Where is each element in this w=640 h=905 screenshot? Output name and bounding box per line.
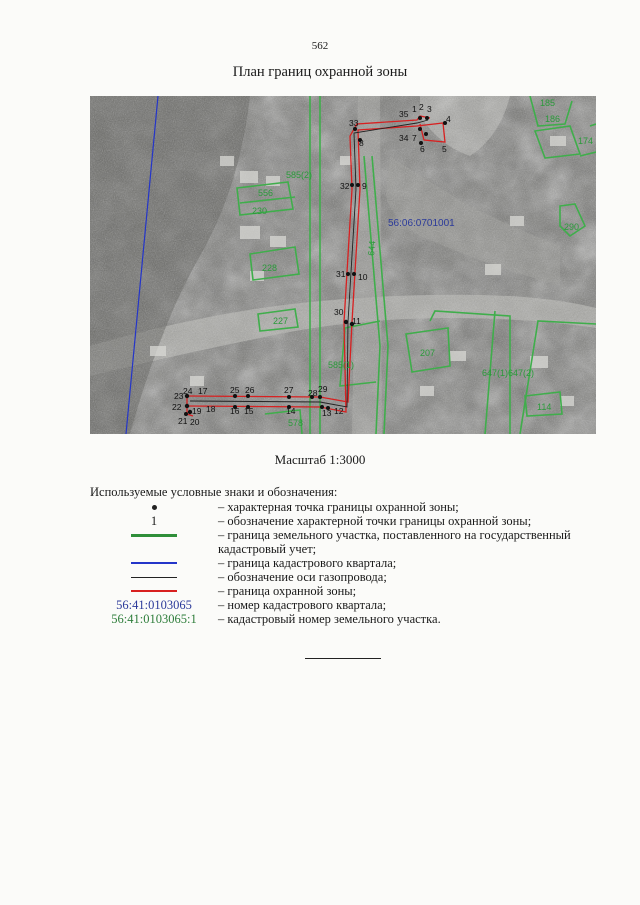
parcel-label: 228 bbox=[262, 263, 278, 273]
point-label: 34 bbox=[399, 133, 409, 143]
point-label: 23 bbox=[174, 391, 184, 401]
point-label: 6 bbox=[420, 144, 425, 154]
legend-item-point-number: 1 – обозначение характерной точки границы охранной зоны; bbox=[150, 514, 532, 528]
point-label: 27 bbox=[284, 385, 294, 395]
parcel-label: 578 bbox=[288, 418, 304, 428]
point-label: 29 bbox=[318, 384, 328, 394]
parcel-label: 207 bbox=[420, 348, 436, 358]
legend-item-parcel-boundary: – граница земельного участка, поставленного на государственный кадастровый учет; bbox=[90, 528, 600, 556]
point-label: 17 bbox=[198, 386, 208, 396]
point-label: 15 bbox=[244, 406, 254, 416]
map-scale: Масштаб 1:3000 bbox=[274, 452, 366, 467]
point-label: 28 bbox=[308, 388, 318, 398]
point-label: 9 bbox=[362, 181, 367, 191]
point-label: 5 bbox=[442, 144, 447, 154]
parcel-label: 647(1)647(2) bbox=[482, 368, 535, 378]
point-label: 2 bbox=[419, 102, 424, 112]
point-label: 14 bbox=[286, 406, 296, 416]
point-label: 33 bbox=[349, 118, 359, 128]
parcel-label: 174 bbox=[578, 136, 594, 146]
cadastral-map[interactable] bbox=[90, 96, 596, 434]
red-line-icon bbox=[131, 590, 177, 592]
parcel-label: 227 bbox=[273, 316, 289, 326]
parcel-label: 556 bbox=[258, 188, 274, 198]
point-label: 11 bbox=[352, 316, 361, 326]
legend-item-parcel-number: 56:41:0103065:1 – кадастровый номер земельного участка. bbox=[111, 612, 441, 626]
legend-item-point: – характерная точка границы охранной зоны; bbox=[90, 500, 600, 514]
parcel-label: 585(2) bbox=[286, 170, 313, 180]
point-label: 16 bbox=[230, 406, 240, 416]
point-label: 21 bbox=[178, 416, 188, 426]
page-number: 562 bbox=[311, 40, 329, 52]
point-label: 10 bbox=[358, 272, 368, 282]
end-rule bbox=[305, 658, 381, 659]
point-label: 18 bbox=[206, 404, 216, 414]
parcel-label: 186 bbox=[545, 114, 561, 124]
point-label: 1 bbox=[412, 104, 417, 114]
legend-item-quarter-boundary: – граница кадастрового квартала; bbox=[90, 556, 600, 570]
point-label: 3 bbox=[427, 104, 432, 114]
quarter-label: 56:06:0701001 bbox=[388, 218, 455, 229]
parcel-label: 585(1) bbox=[328, 360, 355, 370]
legend-title: Используемые условные знаки и обозначения: bbox=[90, 485, 338, 499]
legend-item-protection-zone: – граница охранной зоны; bbox=[90, 584, 600, 598]
blue-line-icon bbox=[131, 562, 177, 564]
parcel-label: 644 bbox=[366, 240, 378, 257]
point-label: 35 bbox=[399, 109, 409, 119]
point-label: 13 bbox=[322, 408, 332, 418]
point-label: 31 bbox=[336, 269, 346, 279]
thin-line-icon bbox=[131, 577, 177, 578]
green-line-icon bbox=[131, 534, 177, 537]
point-label: 30 bbox=[334, 307, 344, 317]
point-label: 4 bbox=[446, 114, 451, 124]
parcel-label: 114 bbox=[537, 402, 552, 412]
point-label: 26 bbox=[245, 385, 255, 395]
point-label: 25 bbox=[230, 385, 240, 395]
point-label: 7 bbox=[412, 133, 417, 143]
point-label: 8 bbox=[359, 138, 364, 148]
parcel-label: 290 bbox=[564, 222, 580, 232]
point-dot-icon bbox=[152, 505, 157, 510]
parcel-label: 185 bbox=[540, 98, 556, 108]
page-title: План границ охранной зоны bbox=[232, 64, 408, 80]
legend-item-quarter-number: 56:41:0103065 – номер кадастрового квартала; bbox=[116, 598, 387, 612]
legend bbox=[90, 500, 600, 626]
point-label: 20 bbox=[190, 417, 200, 427]
parcel-label: 230 bbox=[252, 206, 268, 216]
point-label: 32 bbox=[340, 181, 350, 191]
point-label: 22 bbox=[172, 402, 182, 412]
legend-item-pipeline-axis: – обозначение оси газопровода; bbox=[90, 570, 600, 584]
point-label: 12 bbox=[334, 406, 344, 416]
point-label: 24 bbox=[183, 386, 193, 396]
point-label: 19 bbox=[192, 406, 202, 416]
